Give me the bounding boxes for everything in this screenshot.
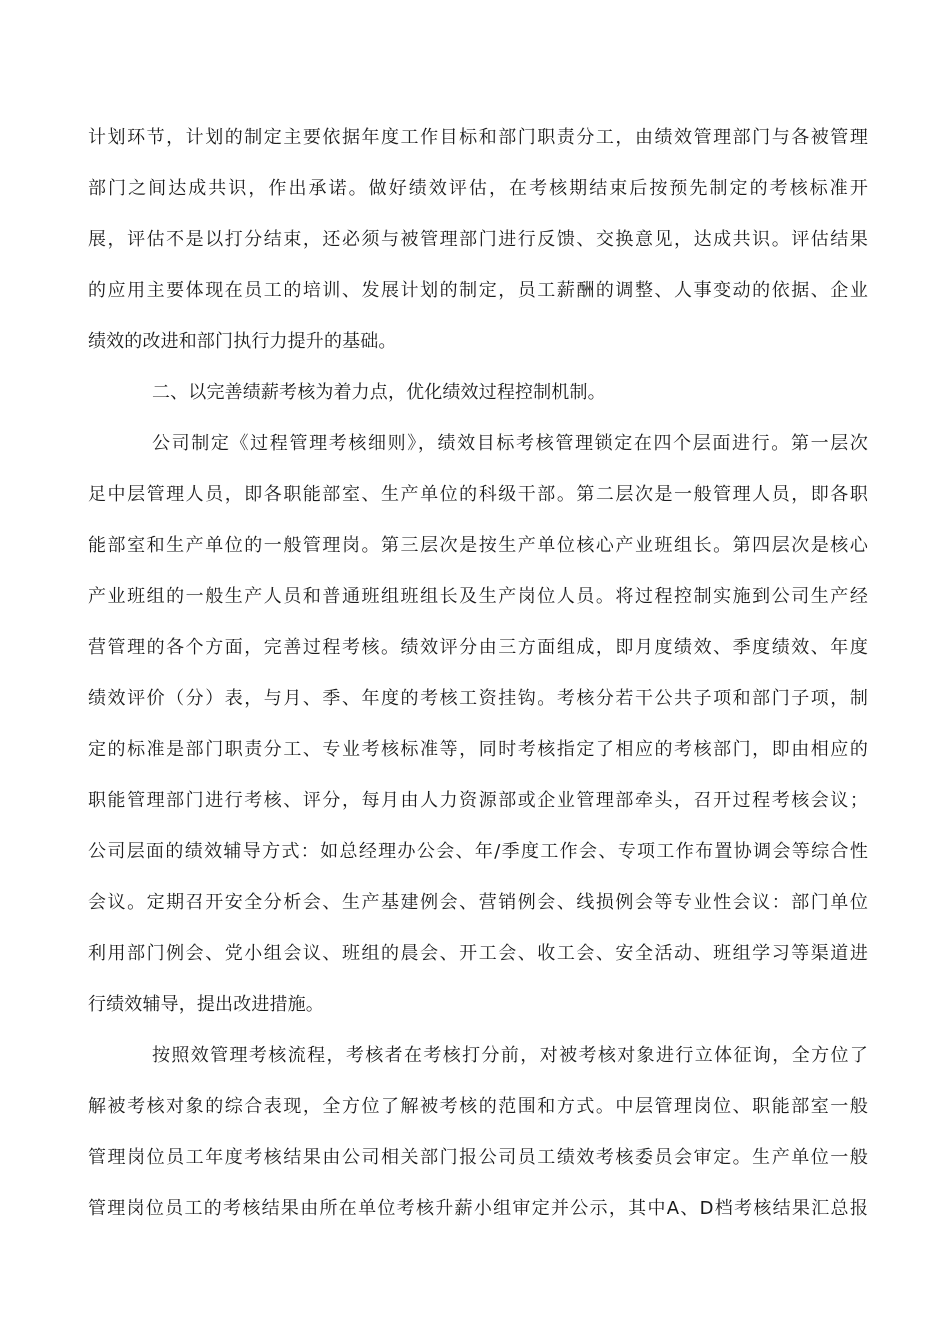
text-line: 按照效管理考核流程，考核者在考核打分前，对被考核对象进行立体征询，全方位了 (152, 1045, 868, 1066)
text-line: 营管理的各个方面，完善过程考核。绩效评分由三方面组成，即月度绩效、季度绩效、年度 (88, 637, 868, 658)
text-line: 绩效评价（分）表，与月、季、年度的考核工资挂钩。考核分若干公共子项和部门子项，制 (88, 688, 868, 709)
text-line: 利用部门例会、党小组会议、班组的晨会、开工会、收工会、安全活动、班组学习等渠道进 (88, 943, 868, 964)
text-line: 部门之间达成共识，作出承诺。做好绩效评估，在考核期结束后按预先制定的考核标准开 (88, 178, 868, 199)
text-line: 能部室和生产单位的一般管理岗。第三层次是按生产单位核心产业班组长。第四层次是核心 (88, 535, 868, 556)
text-line: 行绩效辅导，提出改进措施。 (88, 994, 324, 1015)
text-line: 展，评估不是以打分结束，还必须与被管理部门进行反馈、交换意见，达成共识。评估结果 (88, 229, 868, 250)
text-line: 足中层管理人员，即各职能部室、生产单位的科级干部。第二层次是一般管理人员，即各职 (88, 484, 868, 505)
text-line: 定的标准是部门职责分工、专业考核标准等，同时考核指定了相应的考核部门，即由相应的 (88, 739, 868, 760)
text-line: 公司制定《过程管理考核细则》，绩效目标考核管理锁定在四个层面进行。第一层次 (152, 433, 868, 454)
text-line: 管理岗位员工的考核结果由所在单位考核升薪小组审定并公示，其中A、D档考核结果汇总报 (88, 1198, 868, 1219)
text-line: 会议。定期召开安全分析会、生产基建例会、营销例会、线损例会等专业性会议：部门单位 (88, 892, 868, 913)
text-line: 公司层面的绩效辅导方式：如总经理办公会、年/季度工作会、专项工作布置协调会等综合性 (88, 841, 868, 862)
text-line: 解被考核对象的综合表现，全方位了解被考核的范围和方式。中层管理岗位、职能部室一般 (88, 1096, 868, 1117)
text-line: 的应用主要体现在员工的培训、发展计划的制定，员工薪酬的调整、人事变动的依据、企业 (88, 280, 868, 301)
section-heading: 二、以完善绩薪考核为着力点，优化绩效过程控制机制。 (152, 382, 606, 403)
text-line: 职能管理部门进行考核、评分，每月由人力资源部或企业管理部牵头，召开过程考核会议； (88, 790, 868, 811)
text-line: 产业班组的一般生产人员和普通班组班组长及生产岗位人员。将过程控制实施到公司生产经 (88, 586, 868, 607)
text-line: 管理岗位员工年度考核结果由公司相关部门报公司员工绩效考核委员会审定。生产单位一般 (88, 1147, 868, 1168)
text-line: 绩效的改进和部门执行力提升的基础。 (88, 331, 397, 352)
text-line: 计划环节，计划的制定主要依据年度工作目标和部门职责分工，由绩效管理部门与各被管理 (88, 127, 868, 148)
